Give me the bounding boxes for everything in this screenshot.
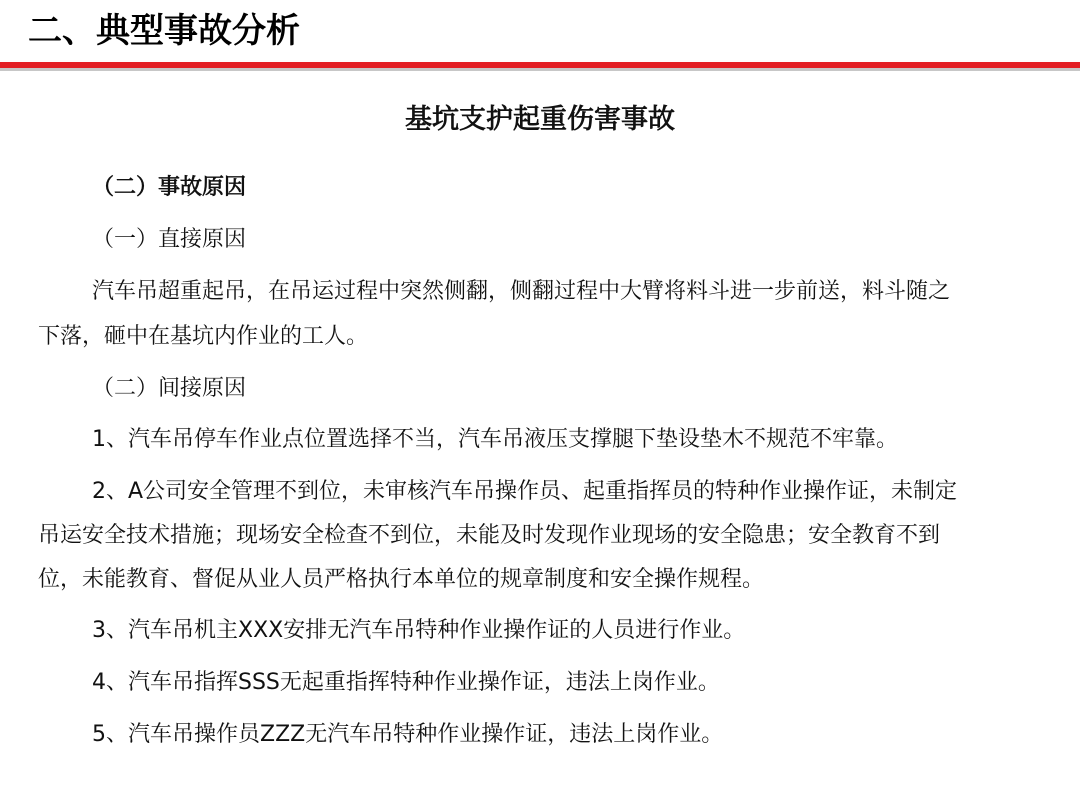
indirect-item-1: 1、汽车吊停车作业点位置选择不当，汽车吊液压支撑腿下垫设垫木不规范不牢靠。: [92, 427, 898, 452]
document-title: 基坑支护起重伤害事故: [405, 104, 675, 135]
indirect-item-4: 4、汽车吊指挥SSS无起重指挥特种作业操作证，违法上岗作业。: [92, 670, 720, 695]
indirect-item-2-line-1: 2、A公司安全管理不到位，未审核汽车吊操作员、起重指挥员的特种作业操作证，未制定: [92, 479, 958, 504]
slide-title: 二、典型事故分析: [28, 11, 300, 51]
section-heading: （二）事故原因: [92, 175, 247, 200]
indirect-item-3: 3、汽车吊机主XXX安排无汽车吊特种作业操作证的人员进行作业。: [92, 618, 746, 643]
indirect-item-2-line-3: 位，未能教育、督促从业人员严格执行本单位的规章制度和安全操作规程。: [38, 567, 765, 592]
direct-cause-line-1: 汽车吊超重起吊，在吊运过程中突然侧翻，侧翻过程中大臂将料斗进一步前送，料斗随之: [92, 279, 951, 304]
header-gray-rule: [0, 68, 1080, 71]
indirect-item-5: 5、汽车吊操作员ZZZ无汽车吊特种作业操作证，违法上岗作业。: [92, 722, 724, 747]
indirect-item-2-line-2: 吊运安全技术措施；现场安全检查不到位，未能及时发现作业现场的安全隐患；安全教育不到: [38, 523, 941, 548]
indirect-cause-heading: （二）间接原因: [92, 376, 247, 401]
direct-cause-line-2: 下落，砸中在基坑内作业的工人。: [38, 324, 369, 349]
direct-cause-heading: （一）直接原因: [92, 227, 247, 252]
